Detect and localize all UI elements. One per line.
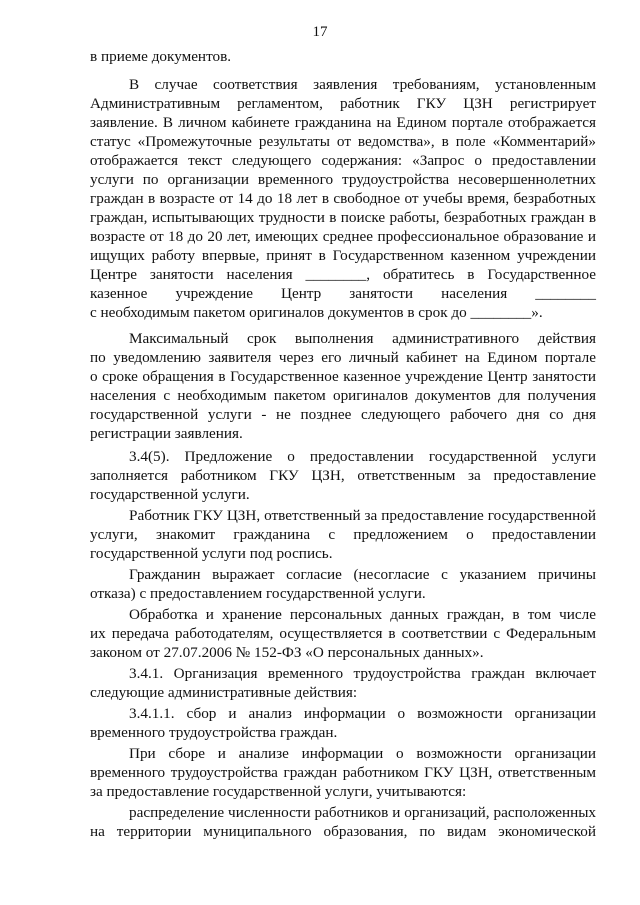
text-line: При сборе и анализе информации о возможности организации	[129, 745, 596, 762]
text-line: за предоставление государственной услуги, учитываются:	[90, 783, 467, 800]
text-line: ищущих работу впервые, принят в Государственном казенном учреждении	[90, 247, 596, 264]
text-line: на территории муниципального образования, по видам экономической	[90, 823, 596, 840]
text-line: государственной услуги.	[90, 486, 250, 503]
text-line: заполняется работником ГКУ ЦЗН, ответственным за предоставление	[90, 467, 596, 484]
text-line: статус «Промежуточные результаты от ведомства», в поле «Комментарий»	[90, 133, 596, 150]
text-line: граждан в возрасте от 14 до 18 лет в свободное от учебы время, безработных	[90, 190, 596, 207]
text-line: распределение численности работников и организаций, расположенных	[129, 804, 596, 821]
text-line: граждан, испытывающих трудности в поиске работы, безработных граждан в	[90, 209, 596, 226]
text-line: возрасте от 18 до 20 лет, имеющих среднее профессиональное образование и	[90, 228, 596, 245]
text-line: 3.4(5). Предложение о предоставлении государственной услуги	[129, 448, 596, 465]
text-line: государственной услуги под роспись.	[90, 545, 333, 562]
text-line: заявление. В личном кабинете гражданина на Едином портале отображается	[90, 114, 596, 131]
text-line: следующие административные действия:	[90, 684, 358, 701]
text-line: Административным регламентом, работник ГКУ ЦЗН регистрирует	[90, 95, 596, 112]
text-line: отображается текст следующего содержания: «Запрос о предоставлении	[90, 152, 596, 169]
text-line: законом от 27.07.2006 № 152-ФЗ «О персональных данных».	[90, 644, 484, 661]
text-line: о сроке обращения в Государственное казенное учреждение Центр занятости	[90, 368, 596, 385]
text-line: услуги, знакомит гражданина с предложением о предоставлении	[90, 526, 596, 543]
text-line: государственной услуги - не позднее следующего рабочего дня со дня	[90, 406, 596, 423]
text-line: казенное учреждение Центр занятости населения ________	[90, 285, 596, 302]
text-line: их передача работодателям, осуществляется в соответствии с Федеральным	[90, 625, 596, 642]
text-line: Центре занятости населения ________, обратитесь в Государственное	[90, 266, 596, 283]
text-line: регистрации заявления.	[90, 425, 243, 442]
text-line: Максимальный срок выполнения административного действия	[129, 330, 596, 347]
text-line: услуги по организации временного трудоустройства несовершеннолетних	[90, 171, 596, 188]
text-line: Работник ГКУ ЦЗН, ответственный за предоставление государственной	[129, 507, 596, 524]
text-line: населения с необходимым пакетом оригиналов документов для получения	[90, 387, 596, 404]
text-line: в приеме документов.	[90, 48, 232, 65]
text-line: отказа) с предоставлением государственной услуги.	[90, 585, 426, 602]
text-line: 3.4.1.1. сбор и анализ информации о возможности организации	[129, 705, 596, 722]
text-line: 3.4.1. Организация временного трудоустройства граждан включает	[129, 665, 596, 682]
text-line: временного трудоустройства граждан.	[90, 724, 338, 741]
text-line: по уведомлению заявителя через его личный кабинет на Едином портале	[90, 349, 596, 366]
page-number: 17	[312, 24, 328, 40]
text-line: Гражданин выражает согласие (несогласие с указанием причины	[129, 566, 596, 583]
text-line: Обработка и хранение персональных данных граждан, в том числе	[129, 606, 596, 623]
text-line: с необходимым пакетом оригиналов документов в срок до ________».	[90, 304, 543, 321]
text-line: временного трудоустройства граждан работником ГКУ ЦЗН, ответственным	[90, 764, 596, 781]
text-line: В случае соответствия заявления требованиям, установленным	[129, 76, 596, 93]
